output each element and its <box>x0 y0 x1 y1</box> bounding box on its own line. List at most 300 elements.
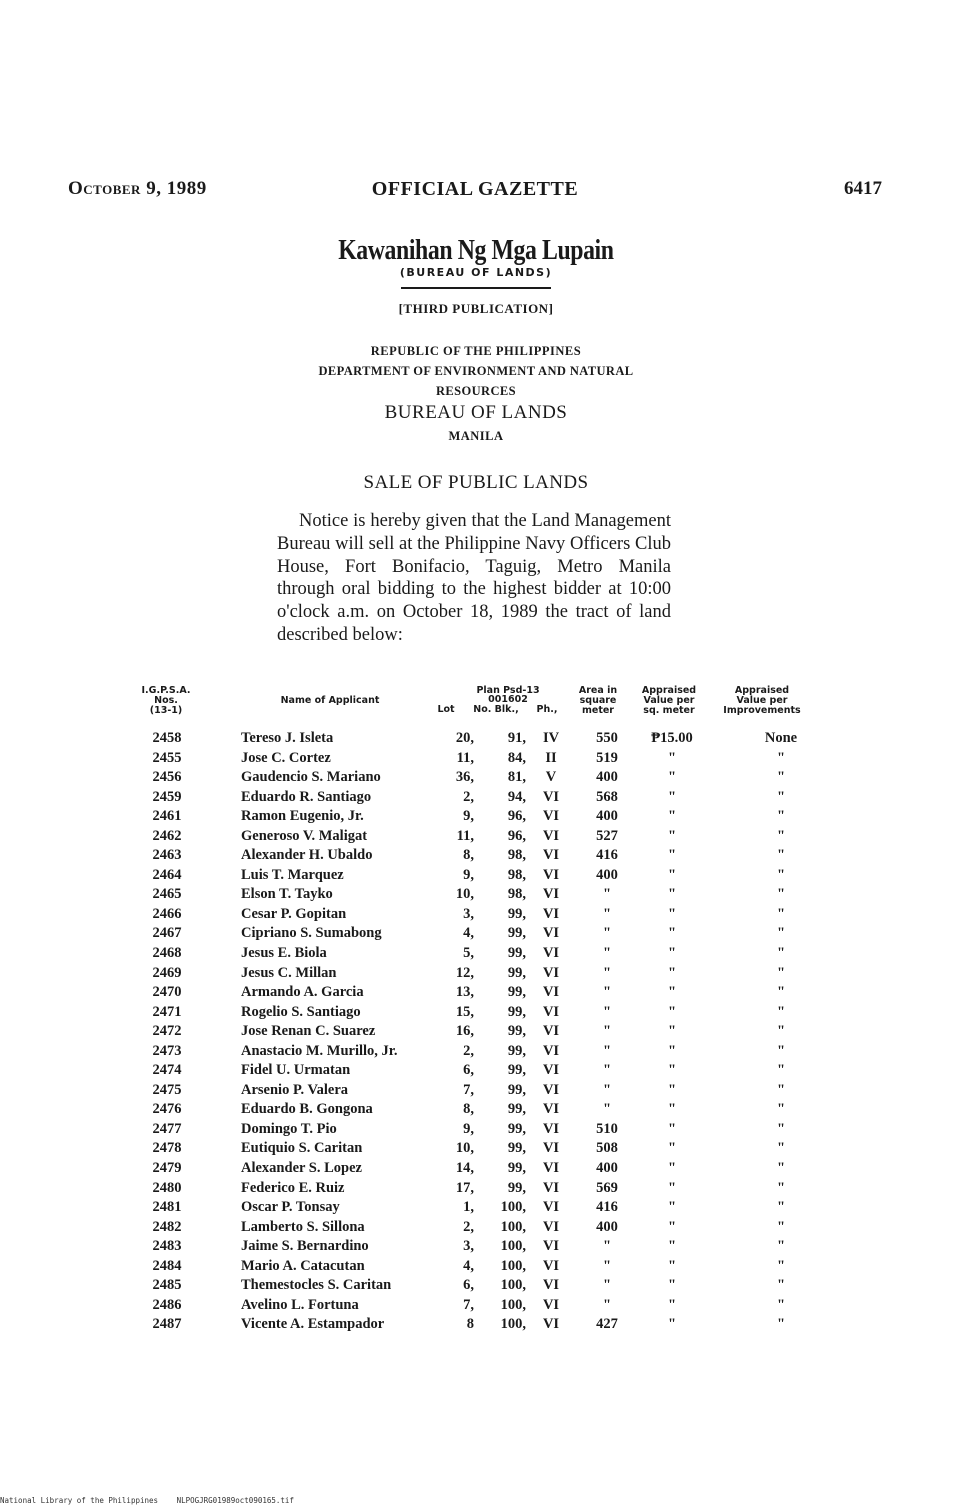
table-row <box>120 1041 820 1061</box>
cell-area: " <box>602 1003 612 1020</box>
cell-applicant-name: Arsenio P. Valera <box>241 1081 349 1098</box>
notice-text: Notice is hereby given that the Land Management Bureau will sell at the Philippine Navy Officers Club House, Fort Bonifacio, Taguig, Metro Manila through oral bidding to the highest bidder at 10:00 o'clock a.m. on October 18, 1989 the tract of land described below: <box>277 511 671 645</box>
cell-igpsa-no: 2470 <box>152 984 182 1001</box>
cell-phase: VI <box>542 1003 560 1020</box>
cell-lot: 5, <box>463 945 474 962</box>
cell-lot: 12, <box>455 964 474 981</box>
cell-area: 400 <box>596 769 618 786</box>
cell-improvements: " <box>776 945 786 962</box>
cell-lot: 9, <box>463 866 474 883</box>
cell-area: " <box>602 925 612 942</box>
cell-area: 519 <box>596 749 618 766</box>
col-improvements-line3: Improvements <box>723 705 801 716</box>
cell-improvements: " <box>776 1003 786 1020</box>
cell-lot: 36, <box>455 769 474 786</box>
cell-area: " <box>602 1062 612 1079</box>
cell-improvements: " <box>776 984 786 1001</box>
cell-area: " <box>602 1296 612 1313</box>
table-row <box>120 1236 820 1256</box>
cell-block: 99, <box>507 1062 526 1079</box>
cell-igpsa-no: 2459 <box>152 788 182 805</box>
cell-appraised-value: " <box>667 1003 677 1020</box>
cell-improvements: " <box>776 1316 786 1333</box>
cell-appraised-value: " <box>667 1023 677 1040</box>
cell-igpsa-no: 2466 <box>152 905 182 922</box>
cell-area: " <box>602 1238 612 1255</box>
cell-igpsa-no: 2472 <box>152 1023 182 1040</box>
cell-lot: 14, <box>455 1160 474 1177</box>
cell-lot: 4, <box>463 925 474 942</box>
cell-improvements: " <box>776 905 786 922</box>
cell-appraised-value: " <box>667 886 677 903</box>
cell-improvements: " <box>776 847 786 864</box>
cell-lot: 8 <box>466 1316 474 1333</box>
col-igpsa-line3: (13-1) <box>149 705 183 716</box>
cell-block: 99, <box>507 1160 526 1177</box>
cell-area: " <box>602 1277 612 1294</box>
cell-area: " <box>602 905 612 922</box>
cell-improvements: " <box>776 1257 786 1274</box>
cell-block: 99, <box>507 905 526 922</box>
col-value-line2: Value per <box>643 695 695 706</box>
col-improvements-header <box>712 686 812 716</box>
cell-appraised-value: " <box>667 866 677 883</box>
col-area-line2: square <box>579 695 617 706</box>
cell-improvements: " <box>776 769 786 786</box>
agency-title: Kawanihan Ng Mga Lupain <box>338 234 614 266</box>
cell-appraised-value: " <box>667 1081 677 1098</box>
cell-appraised-value: " <box>667 1277 677 1294</box>
cell-phase: VI <box>542 925 560 942</box>
cell-appraised-value: " <box>667 1120 677 1137</box>
table-row <box>120 1002 820 1022</box>
cell-lot: 11, <box>456 827 474 844</box>
cell-applicant-name: Elson T. Tayko <box>241 886 333 903</box>
col-lot-header: Lot <box>437 704 455 715</box>
cell-lot: 2, <box>463 1218 474 1235</box>
cell-appraised-value: " <box>667 1140 677 1157</box>
table-row <box>120 1060 820 1080</box>
table-row <box>120 884 820 904</box>
cell-igpsa-no: 2482 <box>152 1218 182 1235</box>
scan-footer <box>0 1496 308 1505</box>
cell-igpsa-no: 2456 <box>152 769 182 786</box>
cell-block: 94, <box>507 788 526 805</box>
cell-appraised-value: " <box>667 945 677 962</box>
cell-applicant-name: Avelino L. Fortuna <box>241 1296 359 1313</box>
cell-appraised-value: " <box>667 984 677 1001</box>
cell-block: 96, <box>507 827 526 844</box>
table-row <box>120 1021 820 1041</box>
cell-phase: VI <box>542 1199 560 1216</box>
cell-block: 100, <box>500 1238 526 1255</box>
cell-applicant-name: Tereso J. Isleta <box>241 730 334 746</box>
publication-name: OFFICIAL GAZETTE <box>371 178 579 200</box>
table-row <box>120 728 820 748</box>
cell-applicant-name: Oscar P. Tonsay <box>241 1199 340 1216</box>
cell-area: 416 <box>596 1199 618 1216</box>
cell-improvements: " <box>776 1062 786 1079</box>
running-header <box>68 178 882 206</box>
cell-appraised-value: " <box>667 847 677 864</box>
cell-improvements: " <box>776 1120 786 1137</box>
cell-block: 99, <box>507 964 526 981</box>
table-row <box>120 1119 820 1139</box>
cell-area: 427 <box>596 1316 618 1333</box>
cell-lot: 6, <box>463 1062 474 1079</box>
cell-phase: IV <box>542 730 560 746</box>
cell-igpsa-no: 2478 <box>152 1140 182 1157</box>
cell-appraised-value: " <box>667 1179 677 1196</box>
table-row <box>120 1275 820 1295</box>
cell-phase: VI <box>542 1277 560 1294</box>
cell-lot: 3, <box>463 905 474 922</box>
cell-applicant-name: Mario A. Catacutan <box>241 1257 365 1274</box>
cell-block: 99, <box>507 1042 526 1059</box>
notice-body <box>277 510 671 647</box>
col-area-line3: meter <box>581 705 614 716</box>
cell-applicant-name: Gaudencio S. Mariano <box>241 769 381 786</box>
cell-appraised-value: " <box>667 1062 677 1079</box>
cell-phase: VI <box>542 808 560 825</box>
cell-area: " <box>602 1042 612 1059</box>
cell-applicant-name: Vicente A. Estampador <box>241 1316 385 1333</box>
col-improvements-line2: Value per <box>736 695 788 706</box>
cell-area: " <box>602 886 612 903</box>
cell-applicant-name: Luis T. Marquez <box>241 866 344 883</box>
table-row <box>120 767 820 787</box>
cell-applicant-name: Generoso V. Maligat <box>241 827 368 844</box>
cell-appraised-value: " <box>667 788 677 805</box>
cell-applicant-name: Domingo T. Pio <box>241 1120 337 1137</box>
table-row <box>120 1314 820 1334</box>
cell-lot: 11, <box>456 749 474 766</box>
cell-phase: VI <box>542 1218 560 1235</box>
cell-improvements: " <box>776 1218 786 1235</box>
cell-igpsa-no: 2471 <box>152 1003 182 1020</box>
cell-area: " <box>602 964 612 981</box>
col-igpsa-line1: I.G.P.S.A. <box>141 685 191 696</box>
col-name-header: Name of Applicant <box>280 695 380 706</box>
cell-igpsa-no: 2483 <box>152 1238 182 1255</box>
cell-appraised-value: " <box>667 1101 677 1118</box>
cell-appraised-value: " <box>667 905 677 922</box>
cell-phase: VI <box>542 1160 560 1177</box>
cell-lot: 15, <box>455 1003 474 1020</box>
agency-block <box>280 235 672 494</box>
cell-igpsa-no: 2468 <box>152 945 182 962</box>
cell-phase: VI <box>542 1296 560 1313</box>
cell-applicant-name: Lamberto S. Sillona <box>241 1218 365 1235</box>
cell-lot: 16, <box>455 1023 474 1040</box>
cell-igpsa-no: 2477 <box>152 1120 182 1137</box>
table-row <box>120 1099 820 1119</box>
cell-appraised-value: " <box>667 1218 677 1235</box>
cell-applicant-name: Jose Renan C. Suarez <box>241 1023 376 1040</box>
table-row <box>120 982 820 1002</box>
cell-lot: 20, <box>455 730 474 746</box>
cell-phase: VI <box>542 1023 560 1040</box>
cell-igpsa-no: 2484 <box>152 1257 182 1274</box>
department-line-1: DEPARTMENT OF ENVIRONMENT AND NATURAL <box>318 364 634 378</box>
cell-block: 84, <box>507 749 526 766</box>
cell-appraised-value: " <box>667 1257 677 1274</box>
issue-date-day-year: 9, 1989 <box>140 178 207 199</box>
cell-applicant-name: Alexander H. Ubaldo <box>241 847 373 864</box>
cell-block: 98, <box>507 847 526 864</box>
cell-appraised-value: " <box>667 964 677 981</box>
table-row <box>120 845 820 865</box>
table-row <box>120 1138 820 1158</box>
cell-igpsa-no: 2461 <box>152 808 182 825</box>
cell-applicant-name: Jose C. Cortez <box>241 749 331 766</box>
cell-applicant-name: Jesus C. Millan <box>241 964 337 981</box>
divider-rule <box>401 287 551 289</box>
table-row <box>120 1256 820 1276</box>
applicant-table-body <box>120 728 820 1334</box>
cell-igpsa-no: 2476 <box>152 1101 182 1118</box>
bureau-line: BUREAU OF LANDS <box>384 402 568 423</box>
cell-block: 99, <box>507 1120 526 1137</box>
cell-appraised-value: " <box>667 1296 677 1313</box>
cell-block: 81, <box>507 769 526 786</box>
col-igpsa-line2: Nos. <box>154 695 178 706</box>
cell-area: 400 <box>596 808 618 825</box>
cell-phase: VI <box>542 1062 560 1079</box>
publication-note: [THIRD PUBLICATION] <box>398 301 554 316</box>
cell-block: 100, <box>500 1257 526 1274</box>
cell-lot: 3, <box>463 1238 474 1255</box>
cell-appraised-value: " <box>667 827 677 844</box>
cell-improvements: " <box>776 1277 786 1294</box>
col-value-line1: Appraised <box>641 685 697 696</box>
cell-applicant-name: Rogelio S. Santiago <box>241 1003 361 1020</box>
cell-igpsa-no: 2487 <box>152 1316 182 1333</box>
cell-lot: 2, <box>463 788 474 805</box>
cell-improvements: " <box>776 1160 786 1177</box>
table-row <box>120 904 820 924</box>
table-row <box>120 806 820 826</box>
cell-block: 98, <box>507 866 526 883</box>
cell-igpsa-no: 2473 <box>152 1042 182 1059</box>
cell-lot: 9, <box>463 808 474 825</box>
table-row <box>120 1158 820 1178</box>
cell-block: 100, <box>500 1218 526 1235</box>
cell-block: 98, <box>507 886 526 903</box>
cell-phase: VI <box>542 1140 560 1157</box>
cell-area: 510 <box>596 1120 618 1137</box>
cell-applicant-name: Armando A. Garcia <box>241 984 364 1001</box>
cell-improvements: " <box>776 1179 786 1196</box>
cell-improvements: " <box>776 1140 786 1157</box>
cell-improvements: " <box>776 964 786 981</box>
cell-appraised-value: " <box>667 1316 677 1333</box>
cell-applicant-name: Eduardo B. Gongona <box>241 1101 373 1118</box>
cell-phase: VI <box>542 1120 560 1137</box>
table-row <box>120 1178 820 1198</box>
table-row <box>120 1217 820 1237</box>
cell-block: 99, <box>507 1023 526 1040</box>
table-row <box>120 826 820 846</box>
footer-file: NLPOGJRG01989oct090165.tif <box>176 1496 294 1505</box>
cell-phase: VI <box>542 905 560 922</box>
col-area-header <box>568 686 628 716</box>
table-header <box>120 686 820 726</box>
cell-improvements: " <box>776 1199 786 1216</box>
cell-block: 100, <box>500 1296 526 1313</box>
cell-igpsa-no: 2458 <box>152 730 182 746</box>
cell-improvements: " <box>776 1042 786 1059</box>
cell-block: 99, <box>507 945 526 962</box>
cell-area: 569 <box>596 1179 618 1196</box>
cell-igpsa-no: 2475 <box>152 1081 182 1098</box>
cell-phase: VI <box>542 886 560 903</box>
cell-phase: VI <box>542 1042 560 1059</box>
cell-area: " <box>602 1257 612 1274</box>
cell-block: 99, <box>507 1179 526 1196</box>
cell-appraised-value: " <box>667 769 677 786</box>
cell-block: 96, <box>507 808 526 825</box>
cell-area: " <box>602 1081 612 1098</box>
cell-phase: VI <box>542 984 560 1001</box>
cell-appraised-value: " <box>667 808 677 825</box>
agency-subtitle: (BUREAU OF LANDS) <box>399 266 553 279</box>
cell-improvements: " <box>776 886 786 903</box>
cell-applicant-name: Federico E. Ruiz <box>241 1179 345 1196</box>
col-improvements-line1: Appraised <box>734 685 790 696</box>
cell-improvements: " <box>776 1023 786 1040</box>
cell-appraised-value: " <box>667 1160 677 1177</box>
cell-phase: VI <box>542 1081 560 1098</box>
table-row <box>120 1080 820 1100</box>
col-plan-line1: Plan Psd-13 <box>476 685 540 696</box>
cell-applicant-name: Themestocles S. Caritan <box>241 1277 392 1294</box>
cell-lot: 7, <box>463 1081 474 1098</box>
cell-igpsa-no: 2465 <box>152 886 182 903</box>
city-line: MANILA <box>448 429 504 443</box>
cell-improvements: " <box>776 749 786 766</box>
cell-block: 99, <box>507 1140 526 1157</box>
cell-phase: VI <box>542 866 560 883</box>
col-value-line3: sq. meter <box>643 705 695 716</box>
cell-applicant-name: Eutiquio S. Caritan <box>241 1140 363 1157</box>
cell-lot: 10, <box>455 1140 474 1157</box>
col-area-line1: Area in <box>578 685 618 696</box>
cell-block: 99, <box>507 1081 526 1098</box>
cell-improvements: " <box>776 827 786 844</box>
cell-phase: VI <box>542 1179 560 1196</box>
cell-phase: VI <box>542 1238 560 1255</box>
cell-improvements: " <box>776 1238 786 1255</box>
cell-igpsa-no: 2474 <box>152 1062 182 1079</box>
cell-igpsa-no: 2485 <box>152 1277 182 1294</box>
table-row <box>120 923 820 943</box>
cell-igpsa-no: 2464 <box>152 866 182 883</box>
cell-lot: 8, <box>463 847 474 864</box>
cell-igpsa-no: 2469 <box>152 964 182 981</box>
cell-lot: 9, <box>463 1120 474 1137</box>
cell-igpsa-no: 2481 <box>152 1199 182 1216</box>
cell-igpsa-no: 2467 <box>152 925 182 942</box>
table-row <box>120 787 820 807</box>
cell-appraised-value: " <box>667 1042 677 1059</box>
republic-line: REPUBLIC OF THE PHILIPPINES <box>370 344 582 358</box>
cell-area: " <box>602 945 612 962</box>
col-ph-header: Ph., <box>536 704 558 715</box>
cell-lot: 6, <box>463 1277 474 1294</box>
cell-improvements: " <box>776 1296 786 1313</box>
cell-block: 99, <box>507 1003 526 1020</box>
cell-improvements: " <box>776 925 786 942</box>
page-number: 6417 <box>844 178 882 199</box>
cell-igpsa-no: 2462 <box>152 827 182 844</box>
cell-lot: 4, <box>463 1257 474 1274</box>
cell-applicant-name: Jaime S. Bernardino <box>241 1238 369 1255</box>
col-plan-line2: 001602 <box>488 694 528 705</box>
cell-phase: VI <box>542 1257 560 1274</box>
cell-appraised-value: " <box>667 925 677 942</box>
cell-area: 416 <box>596 847 618 864</box>
cell-area: 568 <box>596 788 618 805</box>
cell-lot: 17, <box>455 1179 474 1196</box>
cell-area: " <box>602 984 612 1001</box>
cell-lot: 1, <box>463 1199 474 1216</box>
cell-improvements: " <box>776 808 786 825</box>
issue-date-month: October <box>68 178 141 199</box>
cell-area: " <box>602 1101 612 1118</box>
cell-area: 400 <box>596 866 618 883</box>
cell-phase: V <box>545 769 557 786</box>
cell-applicant-name: Anastacio M. Murillo, Jr. <box>241 1042 398 1059</box>
cell-appraised-value: " <box>667 749 677 766</box>
table-row <box>120 1197 820 1217</box>
cell-improvements: " <box>776 1101 786 1118</box>
cell-applicant-name: Cesar P. Gopitan <box>241 905 347 922</box>
notice-heading: SALE OF PUBLIC LANDS <box>363 472 589 493</box>
cell-applicant-name: Jesus E. Biola <box>241 945 327 962</box>
cell-lot: 10, <box>455 886 474 903</box>
cell-appraised-value: " <box>667 1238 677 1255</box>
cell-applicant-name: Alexander S. Lopez <box>241 1160 362 1177</box>
cell-lot: 2, <box>463 1042 474 1059</box>
table-row <box>120 865 820 885</box>
cell-phase: VI <box>542 788 560 805</box>
cell-block: 100, <box>500 1277 526 1294</box>
cell-improvements: " <box>776 866 786 883</box>
col-blk-header: No. Blk., <box>473 704 519 715</box>
cell-area: 400 <box>596 1160 618 1177</box>
cell-applicant-name: Eduardo R. Santiago <box>241 788 372 805</box>
cell-appraised-value: " <box>667 1199 677 1216</box>
cell-applicant-name: Cipriano S. Sumabong <box>241 925 382 942</box>
col-igpsa-header <box>120 686 212 716</box>
table-row <box>120 748 820 768</box>
cell-lot: 13, <box>455 984 474 1001</box>
cell-block: 100, <box>500 1199 526 1216</box>
cell-area: 527 <box>596 827 618 844</box>
cell-phase: VI <box>542 1316 560 1333</box>
table-row <box>120 1295 820 1315</box>
cell-area: 550 <box>596 730 618 746</box>
cell-block: 99, <box>507 925 526 942</box>
cell-block: 100, <box>500 1316 526 1333</box>
cell-area: 508 <box>596 1140 618 1157</box>
cell-area: " <box>602 1023 612 1040</box>
cell-phase: VI <box>542 945 560 962</box>
table-row <box>120 943 820 963</box>
cell-block: 99, <box>507 984 526 1001</box>
cell-phase: VI <box>542 827 560 844</box>
